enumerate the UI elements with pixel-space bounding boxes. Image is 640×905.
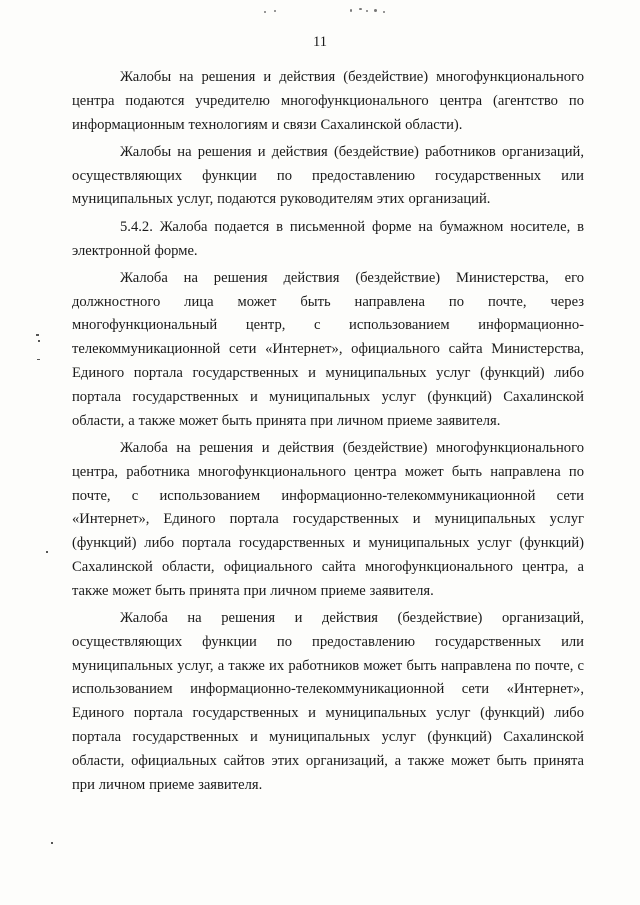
paragraph-mfc-complaints: Жалобы на решения и действия (бездействие) многофункционального центра подаются учредителю многофункционального центра (агентство по информационным технологиям и связи Сахалинской области). xyxy=(72,69,584,133)
paragraph-5-4-2: 5.4.2. Жалоба подается в письменной форме на бумажном носителе, в электронной форме. xyxy=(72,218,584,259)
document-body xyxy=(72,66,584,797)
paragraph-mfc-complaint-channels: Жалоба на решения и действия (бездействие) многофункционального центра, работника многофункционального центра может быть направлена по почте, с использованием информационно-телекоммуникационной сети «Интернет», Единого портала государственных и муниципальных услуг (функций) либо портала государственных и муниципальных услуг (функций) Сахалинской области, официального сайта многофункционального центра, а также может быть принята при личном приеме заявителя. xyxy=(72,439,584,599)
paragraph-organization-complaints: Жалобы на решения и действия (бездействие) работников организаций, осуществляющих функции по предоставлению государственных или муниципальных услуг, подаются руководителям этих организаций. xyxy=(72,143,584,208)
scan-artifact xyxy=(262,6,402,18)
page-number: 11 xyxy=(313,34,327,50)
margin-mark xyxy=(36,334,39,336)
paragraph-ministry-complaint-channels: Жалоба на решения действия (бездействие) Министерства, его должностного лица может быть направлена по почте, через многофункциональный центр, с использованием информационно-телекоммуникационной сети «Интернет», официального сайта Министерства, Единого портала государственных и муниципальных услуг (функций) либо портала государственных и муниципальных услуг (функций) Сахалинской области, а также может быть принята при личном приеме заявителя. xyxy=(72,269,584,429)
margin-mark xyxy=(37,359,40,360)
margin-mark xyxy=(38,340,40,342)
margin-mark xyxy=(51,842,53,844)
margin-mark xyxy=(46,551,48,553)
paragraph-organization-complaint-channels: Жалоба на решения и действия (бездействие) организаций, осуществляющих функции по предоставлению государственных или муниципальных услуг, а также их работников может быть направлена по почте, с использованием информационно-телекоммуникационной сети «Интернет», Единого портала государственных и муниципальных услуг (функций) либо портала государственных и муниципальных услуг (функций) Сахалинской области, официальных сайтов этих организаций, а также может быть принята при личном приеме заявителя. xyxy=(72,610,584,793)
